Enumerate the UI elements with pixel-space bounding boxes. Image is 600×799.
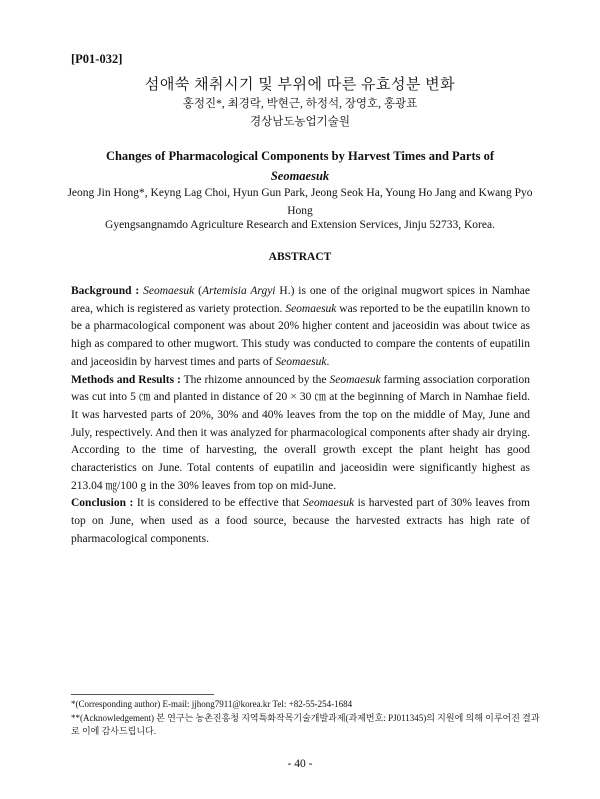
methods-text-3: farming association corporation was cut into 5 ㎝ and planted in distance of 20 × 30 ㎝ at the beginning of March in Namhae field. It was harvested parts of 20%, 30% and 40% leaves from the top on the middle of May, June and July, respectively. And then it was analyzed for pharmacological components after shady air drying. According to the time of harvesting, the overall growth except the plant height has good characteristics on June. Total contents of eupatilin and jaceosidin were significantly highest as 213.04 ㎎/100 g in the 30% leaves from top on mid-June. xyxy=(71,373,531,492)
background-text-8: . xyxy=(326,355,330,368)
english-title xyxy=(40,146,560,186)
methods-text-2: Seomaesuk xyxy=(329,373,381,386)
abstract-body xyxy=(71,283,530,549)
abstract-heading: ABSTRACT xyxy=(268,251,332,263)
methods-label: Methods and Results : xyxy=(71,373,181,386)
english-affiliation: Gyengsangnamdo Agriculture Research and Extension Services, Jinju 52733, Korea. xyxy=(105,219,495,231)
background-text-7: Seomaesuk xyxy=(275,355,327,368)
english-authors xyxy=(60,184,540,220)
background-text-2: ( xyxy=(194,285,202,297)
methods-paragraph xyxy=(71,372,530,496)
conclusion-label: Conclusion : xyxy=(71,497,134,510)
korean-affiliation: 경상남도농업기술원 xyxy=(250,116,350,128)
english-title-main: Changes of Pharmacological Components by Harvest Times and Parts of xyxy=(105,149,495,163)
footnote-divider xyxy=(71,694,214,695)
page-number: - 40 - xyxy=(287,758,313,770)
background-text-5: Seomaesuk xyxy=(285,302,337,315)
background-text-3: Artemisia Argyi xyxy=(201,285,276,297)
english-title-italic: Seomaesuk xyxy=(270,169,330,183)
korean-title: 섬애쑥 채취시기 및 부위에 따른 유효성분 변화 xyxy=(144,77,456,93)
background-label: Background : xyxy=(71,285,140,297)
background-paragraph xyxy=(71,283,530,372)
conclusion-paragraph xyxy=(71,495,530,548)
background-text-6: was reported to be the eupatilin known to be a pharmacological component was about 20% higher content and jaceosidin was about twice as high as compared to other mugwort. This study was conducted to compare the contents of eupatilin and jaceosidin by harvest times and parts of xyxy=(71,302,530,368)
footnote-acknowledgement: **(Acknowledgement) 본 연구는 농촌진흥청 지역특화작목기술개발과제(과제번호: PJ011345)의 지원에 의해 이루어진 결과로 이에 감사드립니다. xyxy=(71,713,540,736)
english-authors-text: Jeong Jin Hong*, Keyng Lag Choi, Hyun Gun Park, Jeong Seok Ha, Young Ho Jang and Kwang Pyo Hong xyxy=(67,187,533,217)
background-text-1: Seomaesuk xyxy=(143,285,195,297)
conclusion-text-1: It is considered to be effective that xyxy=(133,497,303,510)
methods-text-1: The rhizome announced by the xyxy=(180,373,330,386)
footnote-corresponding-author: *(Corresponding author) E-mail: jjhong7911@korea.kr Tel: +82-55-254-1684 xyxy=(71,699,353,709)
conclusion-text-3: is harvested part of 30% leaves from top on June, when used as a food source, because the harvested extracts has high rate of pharmacological components. xyxy=(71,497,531,545)
conclusion-text-2: Seomaesuk xyxy=(302,497,355,510)
korean-authors: 홍정진*, 최경락, 박현근, 하정석, 장영호, 홍광표 xyxy=(182,98,418,110)
background-text-4: H.) is one of the original mugwort spices in Namhae area, which is registered as variety protection. xyxy=(71,285,530,315)
poster-code: [P01-032] xyxy=(71,52,123,66)
